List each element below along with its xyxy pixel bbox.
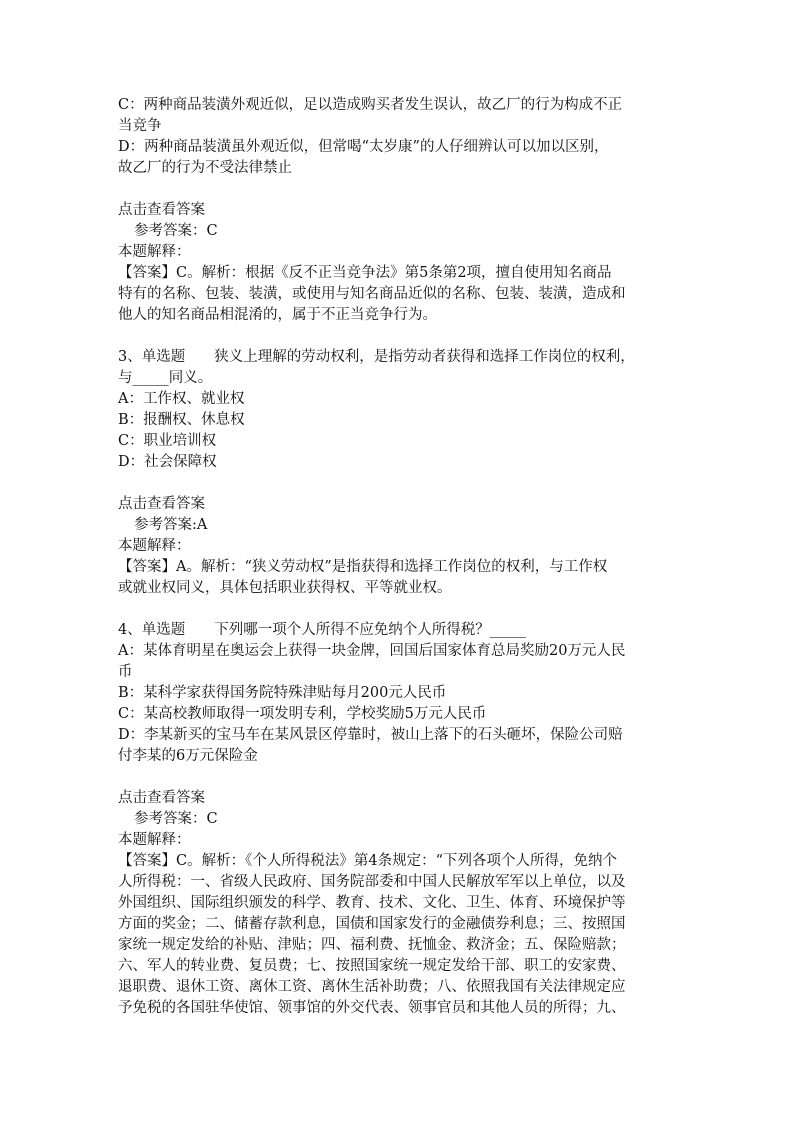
q2-option-d-line1: D：两种商品装潢虽外观近似，但常喝“太岁康”的人仔细辨认可以加以区别， <box>118 139 609 155</box>
document-page <box>118 95 684 1019</box>
q4-explanation-line7: 退职费、退休工资、离休工资、离休生活补助费；八、依照我国有关法律规定应 <box>118 979 626 995</box>
q4-explanation-line4: 方面的奖金；二、储蓄存款利息，国债和国家发行的金融债券利息；三、按照国 <box>118 916 626 932</box>
q3-stem-line2: 与_____同义。 <box>118 370 213 386</box>
q2-option-c-line2: 当竞争 <box>118 118 162 134</box>
q4-explanation-line2: 人所得税：一、省级人民政府、国务院部委和中国人民解放军军以上单位，以及 <box>118 874 626 890</box>
q2-explanation-line2: 特有的名称、包装、装潢，或使用与知名商品近似的名称、包装、装潢，造成和 <box>118 286 626 302</box>
q4-explanation-line1: 【答案】C。解析：《个人所得税法》第4条规定：“下列各项个人所得，免纳个 <box>118 853 617 869</box>
q4-explanation-line5: 家统一规定发给的补贴、津贴；四、福利费、抚恤金、救济金；五、保险赔款； <box>118 937 626 953</box>
q4-option-d-line1: D：李某新买的宝马车在某风景区停靠时，被山上落下的石头砸坏，保险公司赔 <box>118 727 623 743</box>
q3-reference-answer: 参考答案:A <box>134 517 208 533</box>
q2-explanation-line1: 【答案】C。解析：根据《反不正当竞争法》第5条第2项，擅自使用知名商品 <box>118 265 612 281</box>
q3-explanation-line1: 【答案】A。解析：“狭义劳动权”是指获得和选择工作岗位的权利，与工作权 <box>118 559 608 575</box>
spacer <box>118 179 684 200</box>
q2-view-answer-link[interactable]: 点击查看答案 <box>118 202 205 218</box>
q3-explanation-label: 本题解释： <box>118 538 191 554</box>
q4-view-answer-link[interactable]: 点击查看答案 <box>118 790 205 806</box>
spacer <box>118 767 684 788</box>
q4-option-d-line2: 付李某的6万元保险金 <box>118 748 258 764</box>
q2-explanation-line3: 他人的知名商品相混淆的，属于不正当竞争行为。 <box>118 307 437 323</box>
q3-option-b: B：报酬权、休息权 <box>118 412 245 428</box>
q3-option-d: D：社会保障权 <box>118 454 217 470</box>
q2-explanation-label: 本题解释： <box>118 244 191 260</box>
q4-explanation-line8: 予免税的各国驻华使馆、领事馆的外交代表、领事官员和其他人员的所得；九、 <box>118 1000 626 1016</box>
q3-explanation-line2: 或就业权同义，具体包括职业获得权、平等就业权。 <box>118 580 452 596</box>
q4-option-b: B：某科学家获得国务院特殊津贴每月200元人民币 <box>118 685 447 701</box>
q4-explanation-label: 本题解释： <box>118 832 191 848</box>
spacer <box>118 599 684 620</box>
q2-option-d-line2: 故乙厂的行为不受法律禁止 <box>118 160 292 176</box>
q4-explanation-line3: 外国组织、国际组织颁发的科学、教育、技术、文化、卫生、体育、环境保护等 <box>118 895 626 911</box>
spacer <box>118 326 684 347</box>
q3-view-answer-link[interactable]: 点击查看答案 <box>118 496 205 512</box>
q2-reference-answer: 参考答案：C <box>134 223 218 239</box>
q4-option-a-line2: 币 <box>118 664 133 680</box>
q2-option-c-line1: C：两种商品装潢外观近似，足以造成购买者发生误认，故乙厂的行为构成不正 <box>118 97 623 113</box>
q4-explanation-line6: 六、军人的转业费、复员费；七、按照国家统一规定发给干部、职工的安家费、 <box>118 958 626 974</box>
q4-option-c: C：某高校教师取得一项发明专利，学校奖励5万元人民币 <box>118 706 487 722</box>
q3-option-a: A：工作权、就业权 <box>118 391 245 407</box>
q4-option-a-line1: A：某体育明星在奥运会上获得一块金牌，回国后国家体育总局奖励20万元人民 <box>118 643 626 659</box>
q3-option-c: C：职业培训权 <box>118 433 217 449</box>
q4-stem-line1: 4、单选题 下列哪一项个人所得不应免纳个人所得税？_____ <box>118 622 526 638</box>
q4-reference-answer: 参考答案：C <box>134 811 218 827</box>
q3-stem-line1: 3、单选题 狭义上理解的劳动权利，是指劳动者获得和选择工作岗位的权利， <box>118 349 635 365</box>
spacer <box>118 473 684 494</box>
